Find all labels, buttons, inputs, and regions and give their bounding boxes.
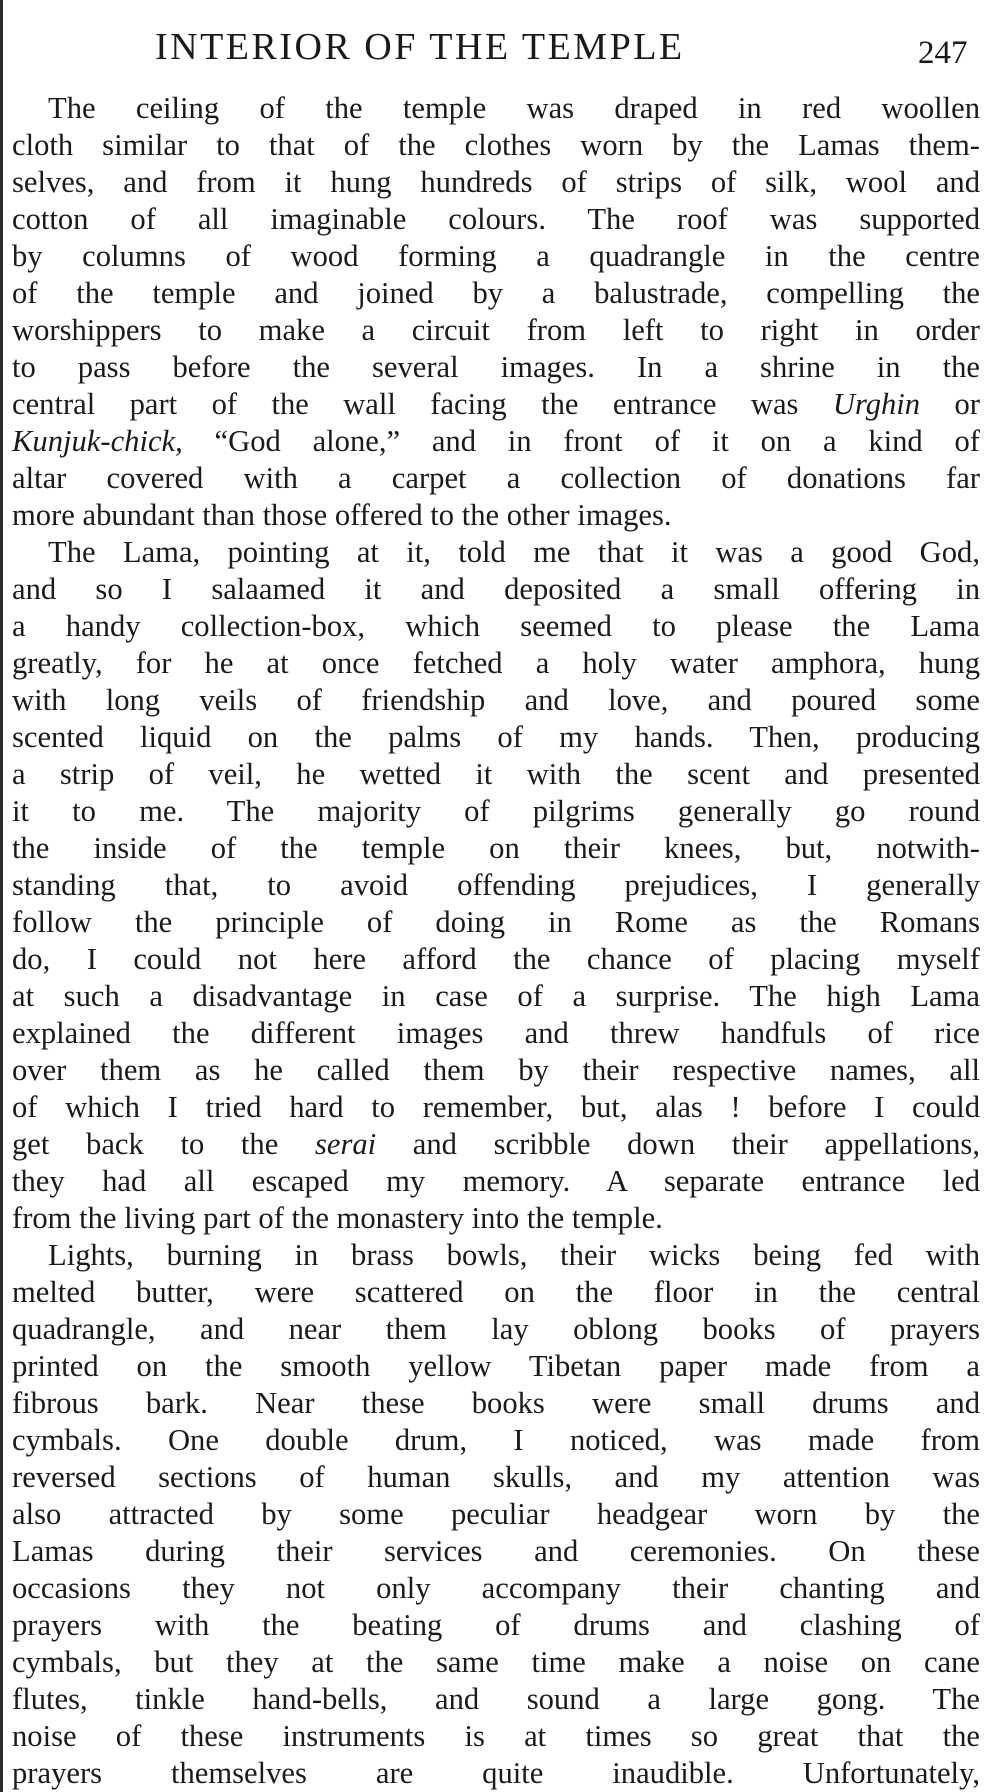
text-run: central part of the wall facing the entrance was [12,387,833,421]
running-head: INTERIOR OF THE TEMPLE [155,26,685,68]
text-line: prayers themselves are quite inaudible. Unfortunately, [12,1756,980,1790]
text-line: do, I could not here afford the chance of placing myself [12,942,980,976]
text-line [12,423,980,460]
text-line: from the living part of the monastery into the temple. [12,1201,663,1235]
italic-term-urghin: Urghin [832,387,921,421]
text-run: and scribble down their appellations, [376,1127,980,1161]
text-line: prayers with the beating of drums and clashing of [12,1608,980,1642]
text-line: printed on the smooth yellow Tibetan paper made from a [12,1349,980,1383]
text-line: explained the different images and threw handfuls of rice [12,1016,980,1050]
text-line [12,386,980,423]
text-run: “God alone,” and in front of it on a kind of [182,424,980,458]
text-line: more abundant than those offered to the other images. [12,498,672,532]
text-line: fibrous bark. Near these books were small drums and [12,1386,980,1420]
text-line: it to me. The majority of pilgrims generally go round [12,794,980,828]
text-line: flutes, tinkle hand-bells, and sound a large gong. The [12,1682,980,1716]
text-line: Lights, burning in brass bowls, their wicks being fed with [48,1238,980,1272]
text-line: a strip of veil, he wetted it with the scent and presented [12,757,980,791]
text-line: cotton of all imaginable colours. The roof was supported [12,202,980,236]
page-edge-rule [0,0,3,1792]
text-run: get back to the [12,1127,315,1161]
text-line: greatly, for he at once fetched a holy water amphora, hung [12,646,980,680]
body-text [12,90,980,1792]
text-line [12,1126,980,1163]
text-line: of the temple and joined by a balustrade, compelling the [12,276,980,310]
text-line: by columns of wood forming a quadrangle in the centre [12,239,980,273]
text-line: at such a disadvantage in case of a surprise. The high Lama [12,979,980,1013]
paragraph-3 [12,1237,980,1792]
page-number: 247 [918,35,968,71]
text-line: selves, and from it hung hundreds of strips of silk, wool and [12,165,980,199]
text-line: melted butter, were scattered on the floor in the central [12,1275,980,1309]
text-line: follow the principle of doing in Rome as the Romans [12,905,980,939]
paragraph-1 [12,90,980,534]
text-line: and so I salaamed it and deposited a small offering in [12,572,980,606]
text-line: the inside of the temple on their knees, but, notwith- [12,831,980,865]
text-line: occasions they not only accompany their chanting and [12,1571,980,1605]
text-line: cloth similar to that of the clothes worn by the Lamas them- [12,128,980,162]
text-line: over them as he called them by their respective names, all [12,1053,980,1087]
text-line: worshippers to make a circuit from left to right in order [12,313,980,347]
text-line: Lamas during their services and ceremonies. On these [12,1534,980,1568]
text-line: cymbals, but they at the same time make a noise on cane [12,1645,980,1679]
text-line: with long veils of friendship and love, and poured some [12,683,980,717]
italic-term-kunjuk-chick: Kunjuk-chick, [12,424,183,458]
text-line: standing that, to avoid offending prejudices, I generally [12,868,980,902]
text-run: or [920,387,980,421]
text-line: also attracted by some peculiar headgear worn by the [12,1497,980,1531]
text-line: a handy collection-box, which seemed to please the Lama [12,609,980,643]
text-line: to pass before the several images. In a shrine in the [12,350,980,384]
text-line: The ceiling of the temple was draped in red woollen [48,91,980,125]
text-line: they had all escaped my memory. A separate entrance led [12,1164,980,1198]
italic-term-serai: serai [314,1127,377,1161]
text-line: quadrangle, and near them lay oblong books of prayers [12,1312,980,1346]
text-line: of which I tried hard to remember, but, alas ! before I could [12,1090,980,1124]
text-line: scented liquid on the palms of my hands. Then, producing [12,720,980,754]
text-line: cymbals. One double drum, I noticed, was made from [12,1423,980,1457]
text-line: noise of these instruments is at times so great that the [12,1719,980,1753]
text-line: altar covered with a carpet a collection of donations far [12,461,980,495]
text-line: reversed sections of human skulls, and my attention was [12,1460,980,1494]
text-line: The Lama, pointing at it, told me that it was a good God, [48,535,980,569]
page-header [0,22,1000,72]
paragraph-2 [12,534,980,1237]
